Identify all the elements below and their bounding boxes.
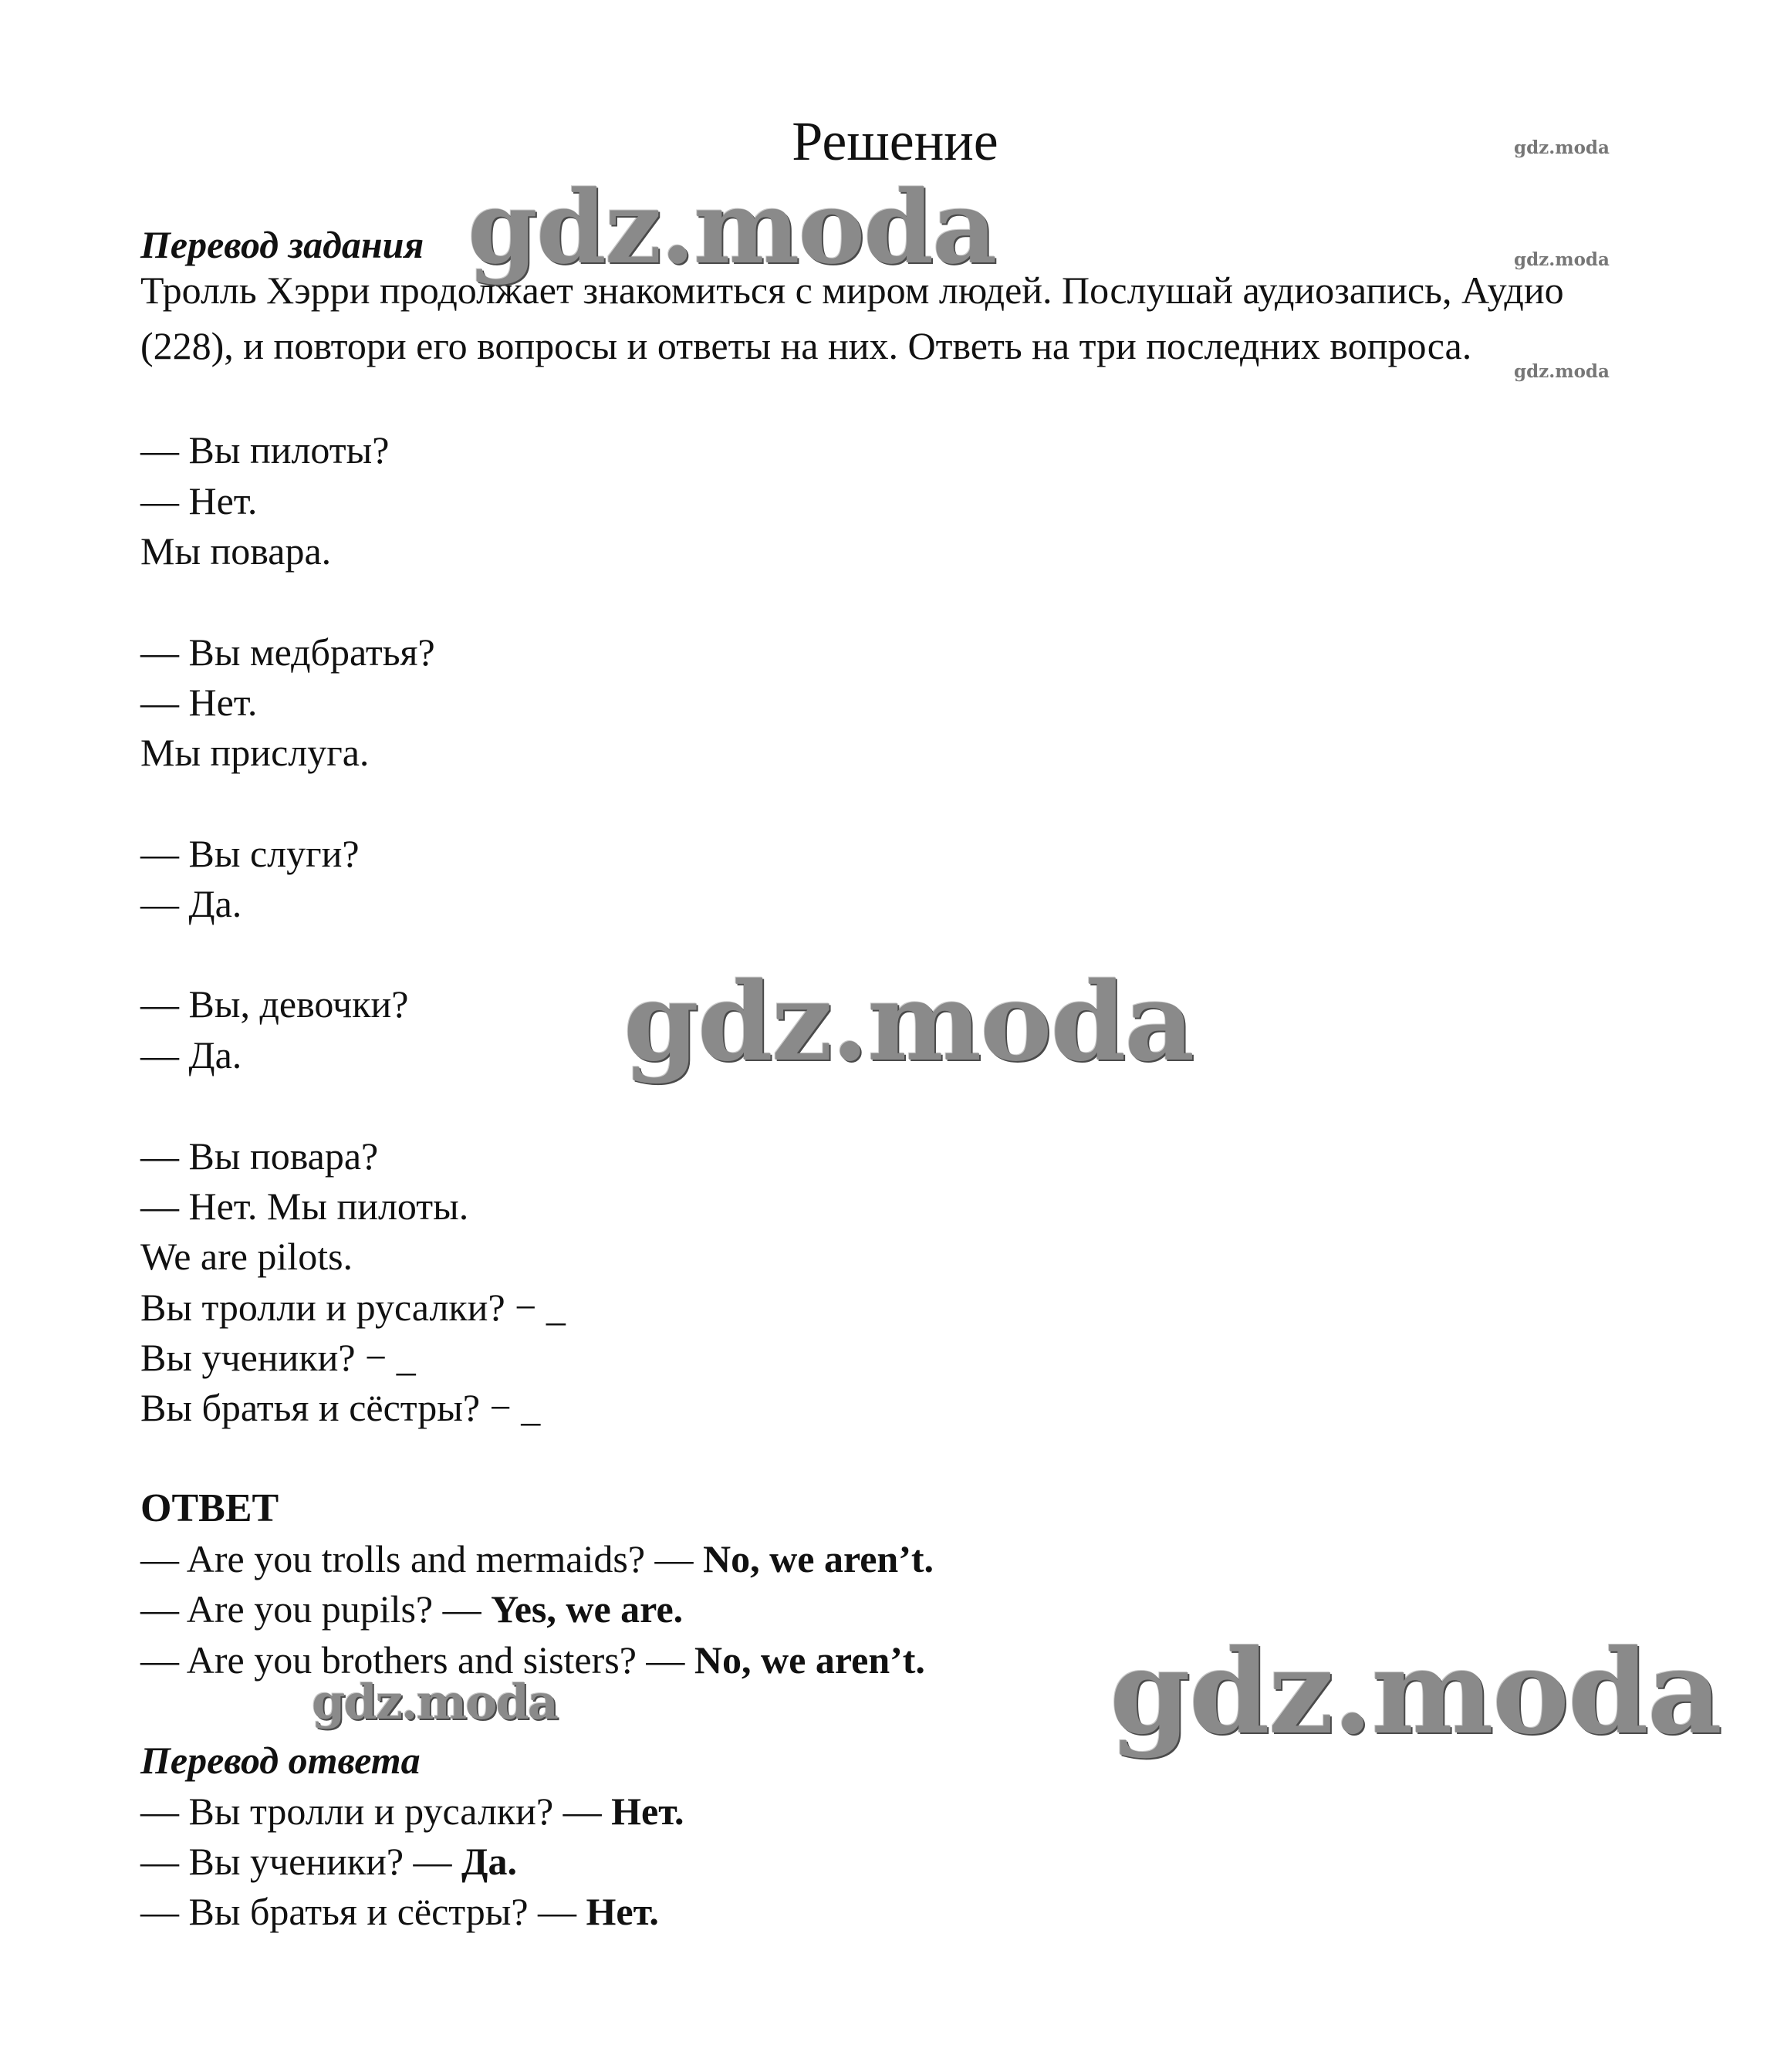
dialogue-line: — Вы пилоты? <box>140 428 390 472</box>
answer-question: — Are you brothers and sisters? — <box>140 1638 694 1682</box>
answer-translation-line <box>140 1836 517 1887</box>
dialogue-line: — Нет. Мы пилоты. <box>140 1185 469 1228</box>
answer-line <box>140 1533 934 1584</box>
watermark: gdz.moda <box>468 168 996 286</box>
watermark: gdz.moda <box>312 1674 557 1730</box>
answer-translation-question: — Вы братья и сёстры? — <box>140 1890 586 1933</box>
answer-translation-heading: Перевод ответа <box>140 1739 421 1782</box>
answer-translation-line <box>140 1886 659 1937</box>
watermark: gdz.moda <box>1110 1624 1721 1760</box>
answer-translation-reply: Нет. <box>611 1790 684 1833</box>
answer-translation-line <box>140 1786 684 1837</box>
answer-reply: No, we aren’t. <box>694 1638 925 1682</box>
answer-question: — Are you pupils? — <box>140 1587 492 1631</box>
answer-line <box>140 1584 683 1634</box>
dialogue-line: — Вы, девочки? <box>140 982 409 1026</box>
dialogue-line: — Вы медбратья? <box>140 630 435 674</box>
watermark: gdz.moda <box>623 959 1194 1086</box>
answer-reply: Yes, we are. <box>491 1587 684 1631</box>
answer-translation-reply: Да. <box>461 1840 517 1883</box>
page-title: Решение <box>792 110 998 172</box>
dialogue-line: Мы повара. <box>140 529 332 573</box>
answer-heading: ОТВЕТ <box>140 1486 279 1530</box>
dialogue-line: — Нет. <box>140 681 258 724</box>
dialogue-line: — Вы повара? <box>140 1134 379 1178</box>
dialogue-line: Вы братья и сёстры? − _ <box>140 1386 541 1429</box>
task-intro: Тролль Хэрри продолжает знакомиться с миром людей. Послушай аудиозапись, Аудио (228), и повтори его вопросы и ответы на них. Ответь на три последних вопроса. <box>140 269 1564 367</box>
answer-reply: No, we aren’t. <box>703 1537 934 1580</box>
dialogue-line: We are pilots. <box>140 1235 353 1278</box>
dialogue-line: — Да. <box>140 882 242 925</box>
answer-translation-reply: Нет. <box>586 1890 659 1933</box>
dialogue-line: Мы прислуга. <box>140 731 370 774</box>
watermark: gdz.moda <box>1514 361 1610 382</box>
task-translation-heading: Перевод задания <box>140 223 424 266</box>
dialogue-line: — Да. <box>140 1033 242 1077</box>
dialogue-line: — Вы слуги? <box>140 832 360 875</box>
dialogue-line: Вы тролли и русалки? − _ <box>140 1286 566 1329</box>
dialogue-line: — Нет. <box>140 479 258 522</box>
answer-question: — Are you trolls and mermaids? — <box>140 1537 704 1580</box>
watermark: gdz.moda <box>1514 137 1610 158</box>
watermark: gdz.moda <box>1514 249 1610 270</box>
dialogue-line: Вы ученики? − _ <box>140 1336 416 1379</box>
answer-translation-question: — Вы тролли и русалки? — <box>140 1790 612 1833</box>
answer-translation-question: — Вы ученики? — <box>140 1840 462 1883</box>
